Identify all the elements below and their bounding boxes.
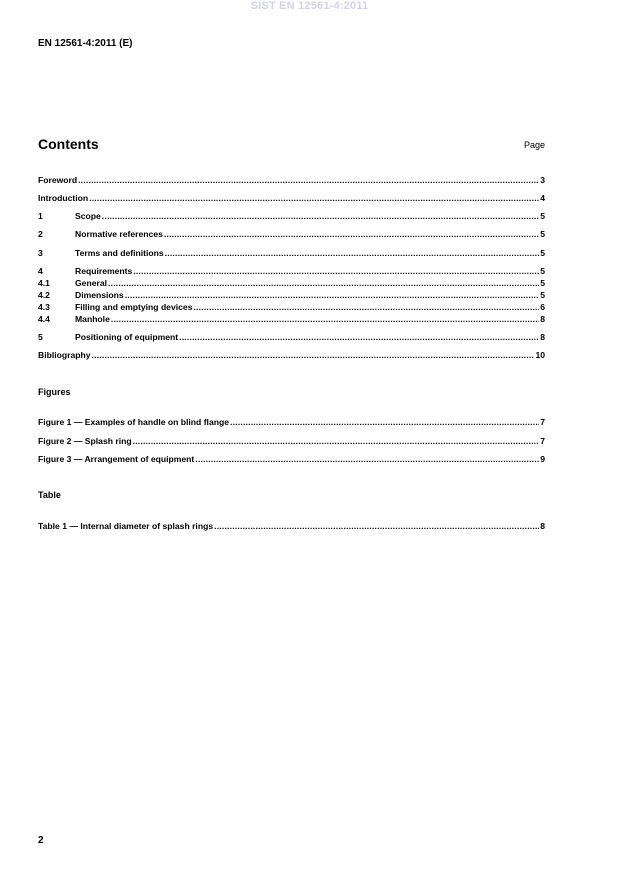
toc-entry-page: 8 — [540, 521, 545, 531]
toc-entry-title: Requirements — [75, 266, 133, 276]
toc-entry-filling-and-emptying-devices[interactable] — [38, 301, 545, 313]
toc-entry-page: 7 — [540, 436, 545, 446]
toc-entry-manhole[interactable] — [38, 313, 545, 325]
toc-entry-scope[interactable] — [38, 210, 545, 222]
table-heading: Table — [38, 490, 61, 500]
toc-entry-title: Figure 3 — Arrangement of equipment — [38, 454, 195, 464]
toc-entry-title: Bibliography — [38, 350, 91, 360]
toc-entry-page: 5 — [540, 248, 545, 258]
toc-entry-title: Normative references — [75, 229, 163, 239]
toc-entry-number: 4.4 — [38, 314, 50, 324]
toc-figure-1[interactable] — [38, 416, 545, 428]
toc-entry-general[interactable] — [38, 277, 545, 289]
toc-table-1[interactable] — [38, 520, 545, 532]
toc-entry-number: 4 — [38, 266, 43, 276]
toc-entry-number: 4.3 — [38, 302, 50, 312]
toc-entry-page: 8 — [540, 332, 545, 342]
leader-dots — [133, 435, 540, 447]
toc-entry-title: Introduction — [38, 193, 89, 203]
leader-dots — [214, 520, 539, 532]
toc-entry-title: Dimensions — [75, 290, 124, 300]
toc-entry-page: 5 — [540, 290, 545, 300]
contents-title: Contents — [38, 136, 99, 152]
toc-entry-title: Table 1 — Internal diameter of splash rings — [38, 521, 214, 531]
toc-entry-bibliography[interactable] — [38, 349, 545, 361]
leader-dots — [111, 313, 539, 325]
toc-entry-page: 9 — [540, 454, 545, 464]
toc-entry-number: 5 — [38, 332, 43, 342]
leader-dots — [165, 247, 540, 259]
toc-entry-page: 5 — [540, 266, 545, 276]
toc-entry-normative-references[interactable] — [38, 228, 545, 240]
leader-dots — [102, 210, 539, 222]
toc-entry-title: Filling and emptying devices — [75, 302, 193, 312]
toc-entry-title: Figure 2 — Splash ring — [38, 436, 132, 446]
toc-entry-title: Manhole — [75, 314, 110, 324]
toc-entry-page: 8 — [540, 314, 545, 324]
leader-dots — [179, 331, 539, 343]
leader-dots — [193, 301, 539, 313]
toc-entry-page: 4 — [540, 193, 545, 203]
page-number: 2 — [38, 835, 44, 846]
leader-dots — [133, 265, 539, 277]
toc-entry-positioning-of-equipment[interactable] — [38, 331, 545, 343]
leader-dots — [89, 192, 539, 204]
toc-entry-page: 3 — [540, 175, 545, 185]
toc-entry-page: 6 — [540, 302, 545, 312]
document-id: EN 12561-4:2011 (E) — [38, 38, 133, 49]
toc-entry-number: 4.2 — [38, 290, 50, 300]
toc-entry-dimensions[interactable] — [38, 289, 545, 301]
toc-entry-introduction[interactable] — [38, 192, 545, 204]
leader-dots — [125, 289, 540, 301]
toc-entry-number: 3 — [38, 248, 43, 258]
toc-entry-number: 2 — [38, 229, 43, 239]
toc-entry-title: Figure 1 — Examples of handle on blind flange — [38, 417, 229, 427]
toc-entry-title: Scope — [75, 211, 101, 221]
toc-entry-page: 5 — [540, 211, 545, 221]
leader-dots — [230, 416, 539, 428]
toc-entry-page: 5 — [540, 229, 545, 239]
toc-entry-title: General — [75, 278, 108, 288]
toc-entry-terms-and-definitions[interactable] — [38, 247, 545, 259]
leader-dots — [92, 349, 535, 361]
toc-entry-title: Terms and definitions — [75, 248, 164, 258]
leader-dots — [164, 228, 539, 240]
toc-figure-2[interactable] — [38, 435, 545, 447]
watermark: SIST EN 12561-4:2011 — [250, 0, 369, 12]
toc-entry-title: Foreword — [38, 175, 78, 185]
toc-entry-foreword[interactable] — [38, 174, 545, 186]
toc-entry-page: 7 — [540, 417, 545, 427]
page-column-label: Page — [523, 140, 545, 150]
toc-entry-page: 10 — [535, 350, 545, 360]
leader-dots — [195, 453, 539, 465]
leader-dots — [108, 277, 539, 289]
toc-entry-number: 4.1 — [38, 278, 50, 288]
toc-entry-page: 5 — [540, 278, 545, 288]
toc-entry-requirements[interactable] — [38, 265, 545, 277]
toc-entry-title: Positioning of equipment — [75, 332, 179, 342]
toc-entry-number: 1 — [38, 211, 43, 221]
figures-heading: Figures — [38, 387, 71, 397]
leader-dots — [78, 174, 539, 186]
toc-figure-3[interactable] — [38, 453, 545, 465]
